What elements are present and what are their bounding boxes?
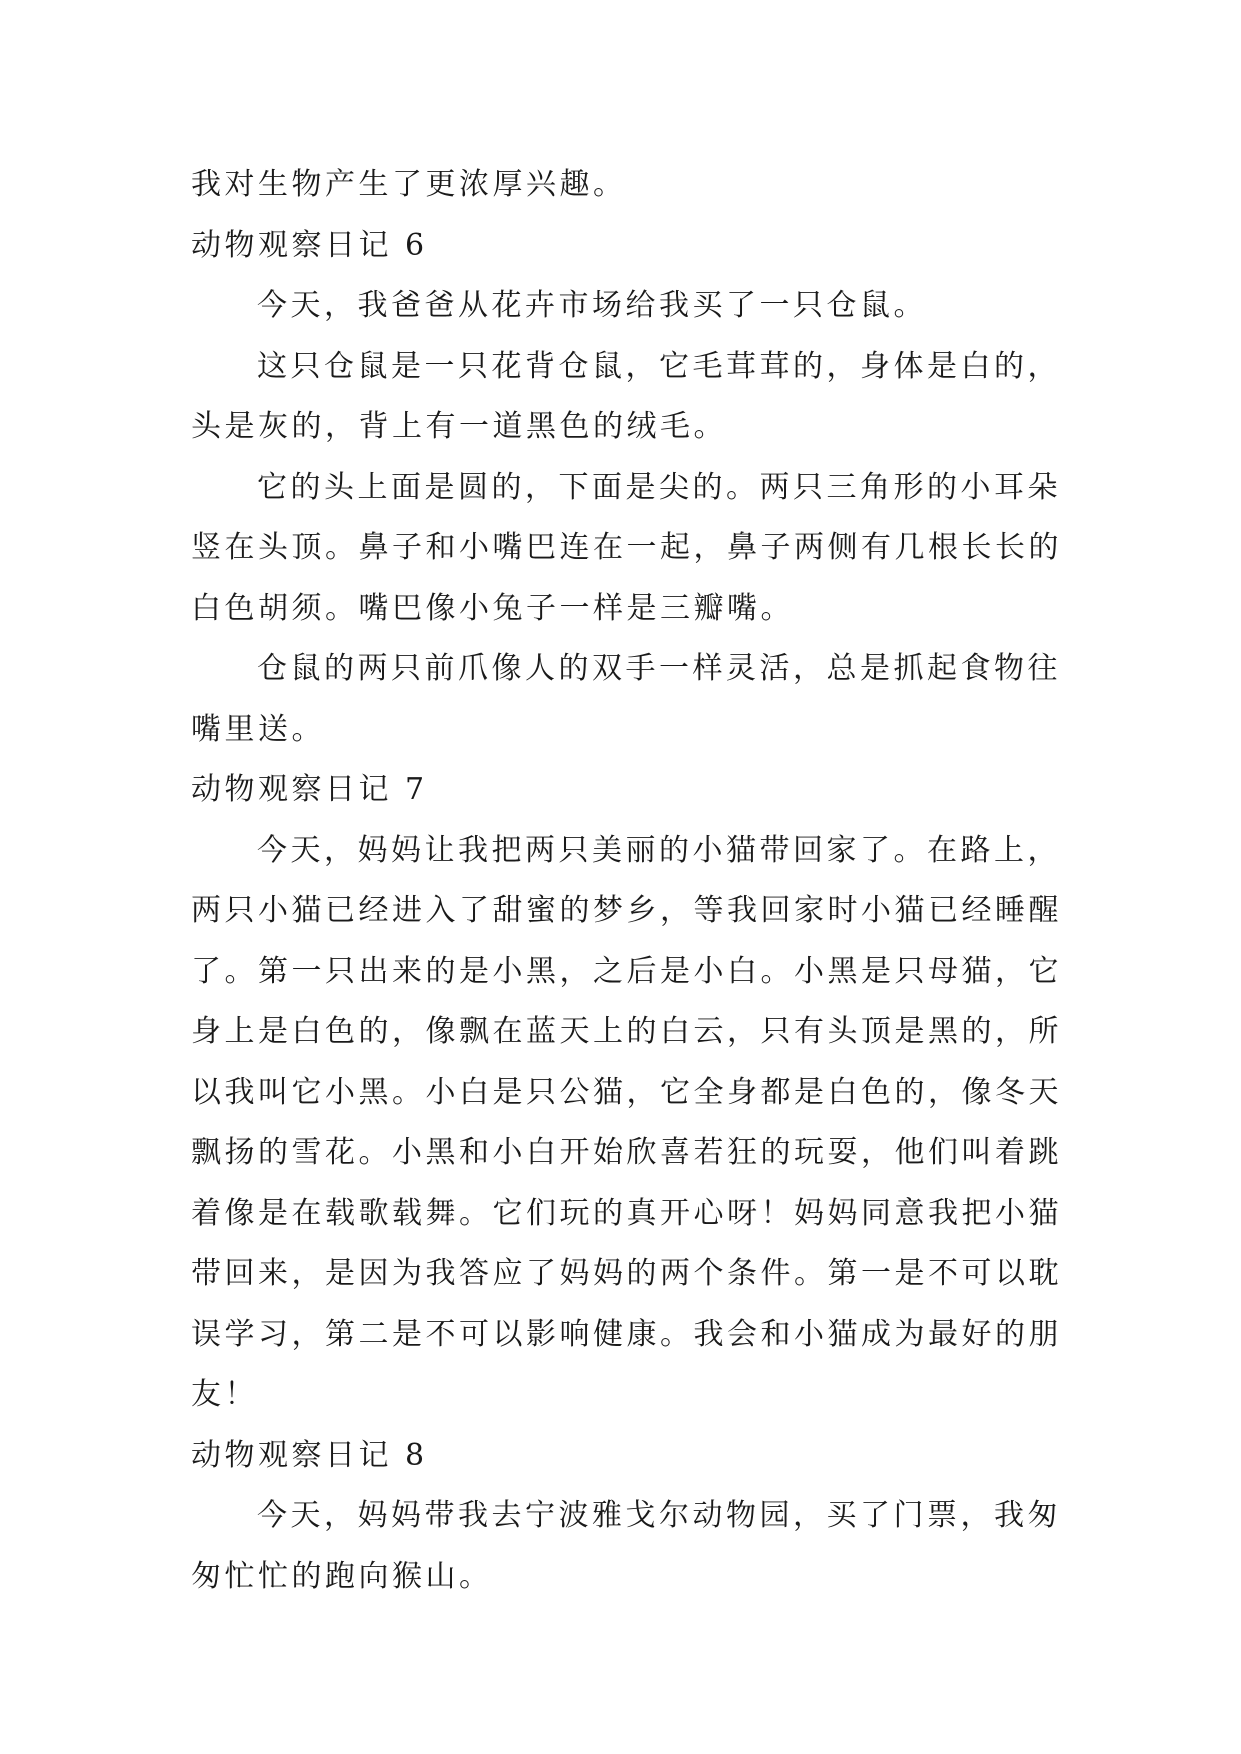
text-line: 飘扬的雪花。小黑和小白开始欣喜若狂的玩耍，他们叫着跳	[191, 1135, 1062, 1170]
text-line: 白色胡须。嘴巴像小兔子一样是三瓣嘴。	[191, 590, 794, 626]
text-line: 我对生物产生了更浓厚兴趣。	[191, 167, 627, 202]
text-line: 带回来，是因为我答应了妈妈的两个条件。第一是不可以耽	[191, 1256, 1062, 1291]
paragraph-line: 今天，妈妈带我去宁波雅戈尔动物园，买了门票，我匆	[257, 1498, 1061, 1533]
paragraph-line: 这只仓鼠是一只花背仓鼠，它毛茸茸的，身体是白的，	[257, 348, 1061, 384]
text-line: 嘴里送。	[191, 711, 325, 747]
diary-heading: 动物观察日记 7	[191, 772, 428, 807]
diary-heading: 动物观察日记 8	[191, 1437, 428, 1473]
diary-heading: 动物观察日记 6	[191, 227, 428, 263]
text-line: 身上是白色的，像飘在蓝天上的白云，只有头顶是黑的，所	[191, 1014, 1062, 1049]
text-line: 头是灰的，背上有一道黑色的绒毛。	[191, 409, 727, 444]
text-line: 友！	[191, 1377, 258, 1412]
paragraph-line: 今天，我爸爸从花卉市场给我买了一只仓鼠。	[257, 288, 927, 323]
paragraph-line: 仓鼠的两只前爪像人的双手一样灵活，总是抓起食物往	[257, 651, 1061, 686]
text-line: 竖在头顶。鼻子和小嘴巴连在一起，鼻子两侧有几根长长的	[191, 530, 1062, 565]
document-body	[191, 155, 1061, 1607]
paragraph-line: 它的头上面是圆的，下面是尖的。两只三角形的小耳朵	[257, 469, 1061, 505]
text-line: 误学习，第二是不可以影响健康。我会和小猫成为最好的朋	[191, 1316, 1062, 1352]
text-line: 以我叫它小黑。小白是只公猫，它全身都是白色的，像冬天	[191, 1074, 1062, 1110]
text-line: 匆忙忙的跑向猴山。	[191, 1558, 493, 1594]
text-line: 两只小猫已经进入了甜蜜的梦乡，等我回家时小猫已经睡醒	[191, 893, 1062, 928]
text-line: 了。第一只出来的是小黑，之后是小白。小黑是只母猫，它	[191, 953, 1062, 989]
text-line: 着像是在载歌载舞。它们玩的真开心呀！妈妈同意我把小猫	[191, 1195, 1062, 1231]
paragraph-line: 今天，妈妈让我把两只美丽的小猫带回家了。在路上，	[257, 832, 1061, 868]
